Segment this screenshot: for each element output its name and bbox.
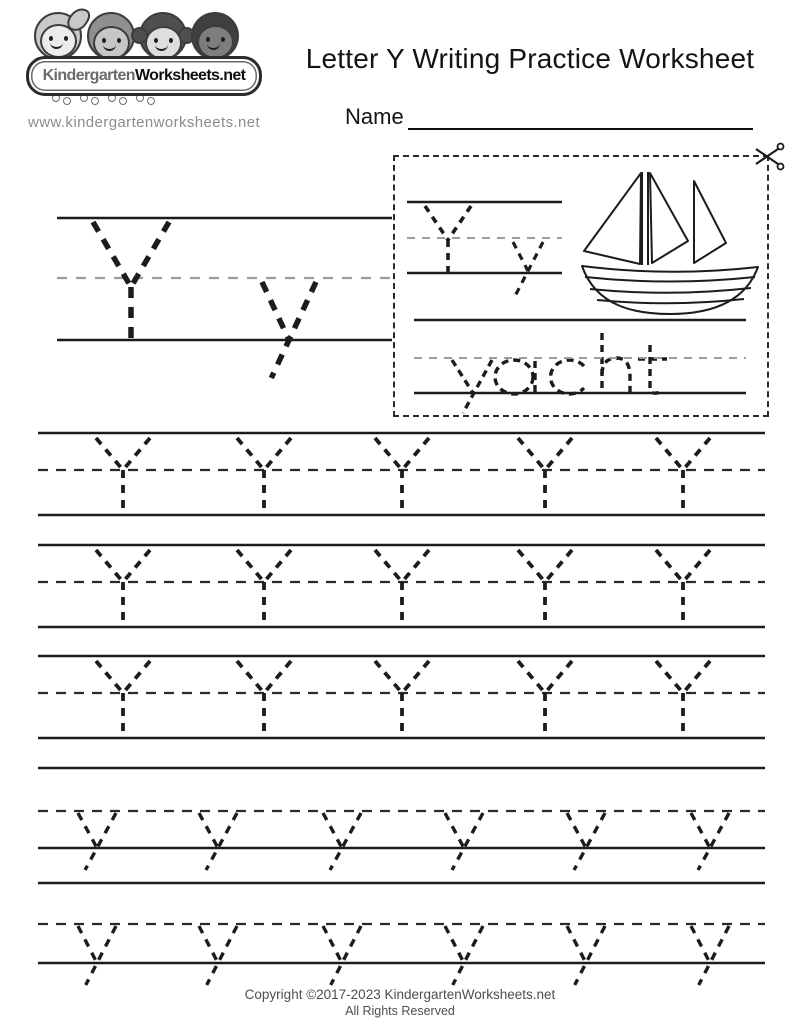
logo-kids-illustration [28, 12, 260, 62]
kid-face [40, 24, 77, 58]
logo-text-kindergarten: Kindergarten [42, 67, 135, 84]
name-field [345, 104, 755, 134]
name-blank-line [408, 128, 753, 130]
example-card [393, 155, 769, 417]
name-label: Name [345, 104, 404, 129]
site-url-text: www.kindergartenworksheets.net [28, 114, 261, 131]
logo-kid-boy-curly [191, 12, 239, 60]
page-title: Letter Y Writing Practice Worksheet [305, 42, 755, 74]
footer [0, 987, 800, 1018]
logo-banner [26, 56, 262, 96]
logo-kid-girl-pigtails [139, 12, 187, 60]
logo-kid-boy [87, 12, 135, 60]
kid-face [145, 26, 182, 60]
rights-text: All Rights Reserved [345, 1004, 455, 1018]
site-logo [26, 10, 266, 135]
copyright-text: Copyright ©2017-2023 KindergartenWorksheets.net [244, 987, 556, 1002]
kid-face [197, 25, 234, 59]
logo-text-worksheets: Worksheets.net [134, 67, 246, 84]
kid-face [93, 26, 130, 60]
logo-kid-girl-ponytail [34, 12, 82, 60]
